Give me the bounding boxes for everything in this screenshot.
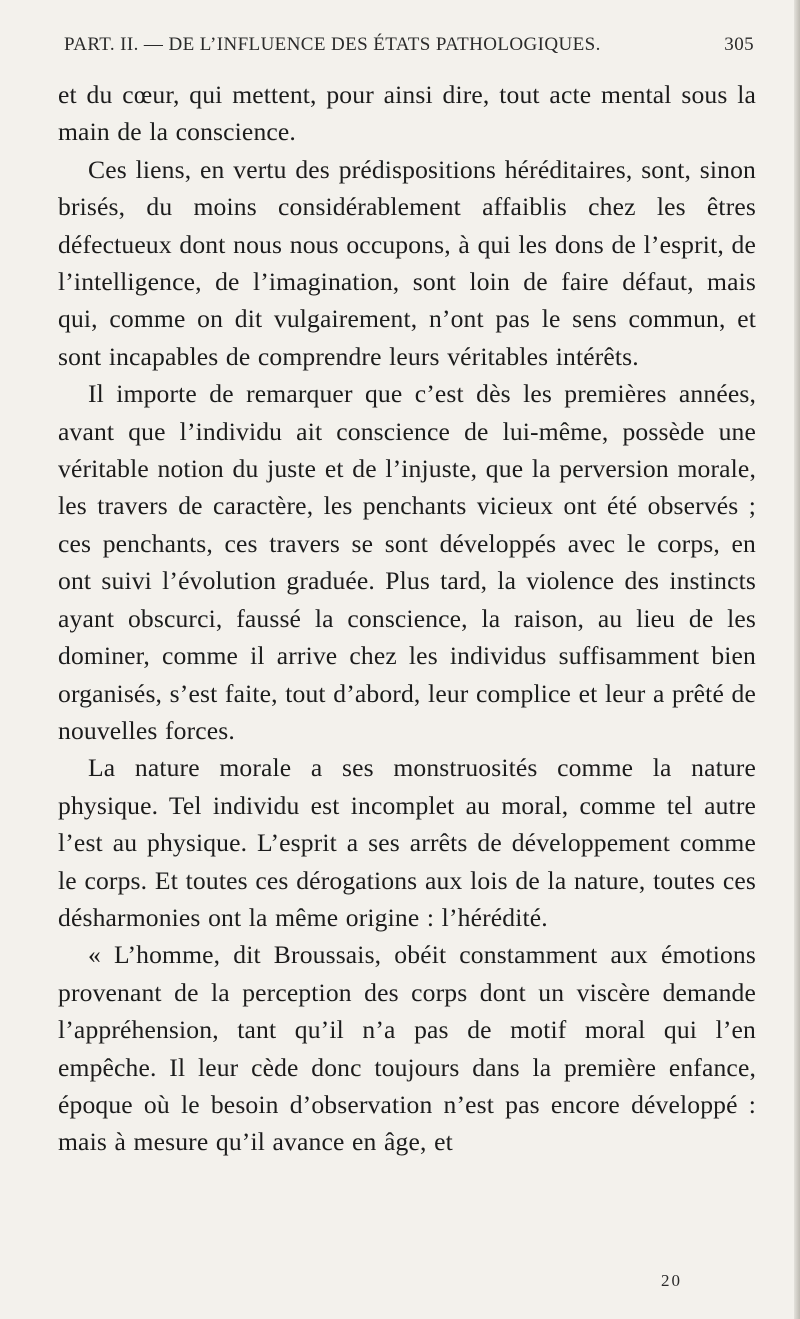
body-text — [58, 76, 756, 1161]
signature-mark: 20 — [661, 1271, 682, 1290]
page-edge — [794, 0, 800, 1319]
running-head-title: PART. II. — DE L’INFLUENCE DES ÉTATS PATHOLOGIQUES. — [64, 34, 601, 55]
paragraph: « L’homme, dit Broussais, obéit constamment aux émotions provenant de la perception des corps dont un viscère demande l’appréhension, tant qu’il n’a pas de motif moral qui l’en empêche. Il leur cède donc toujours dans la première enfance, époque où le besoin d’observation n’est pas encore développé : mais à mesure qu’il avance en âge, et — [58, 940, 756, 1157]
paragraph: Il importe de remarquer que c’est dès les premières années, avant que l’individu ait conscience de lui-même, possède une véritable notion du juste et de l’injuste, que la perversion morale, les travers de caractère, les penchants vicieux ont été observés ; ces penchants, ces travers se sont développés avec le corps, en ont suivi l’évolution graduée. Plus tard, la violence des instincts ayant obscurci, faussé la conscience, la raison, au lieu de les dominer, comme il arrive chez les individus suffisamment bien organisés, s’est faite, tout d’abord, leur complice et leur a prêté de nouvelles forces. — [58, 379, 756, 745]
page-number: 305 — [724, 34, 754, 55]
paragraph: Ces liens, en vertu des prédispositions héréditaires, sont, sinon brisés, du moins considérablement affaiblis chez les êtres défectueux dont nous nous occupons, à qui les dons de l’esprit, de l’intelligence, de l’imagination, sont loin de faire défaut, mais qui, comme on dit vulgairement, n’ont pas le sens commun, et sont incapables de comprendre leurs véritables intérêts. — [58, 154, 756, 371]
paragraph: et du cœur, qui mettent, pour ainsi dire, tout acte mental sous la main de la conscience. — [58, 80, 756, 147]
paragraph: La nature morale a ses monstruosités comme la nature physique. Tel individu est incomplet au moral, comme tel autre l’est au physique. L’esprit a ses arrêts de développement comme le corps. Et toutes ces dérogations aux lois de la nature, toutes ces désharmonies ont la même origine : l’hérédité. — [58, 753, 756, 932]
running-head — [64, 34, 754, 64]
